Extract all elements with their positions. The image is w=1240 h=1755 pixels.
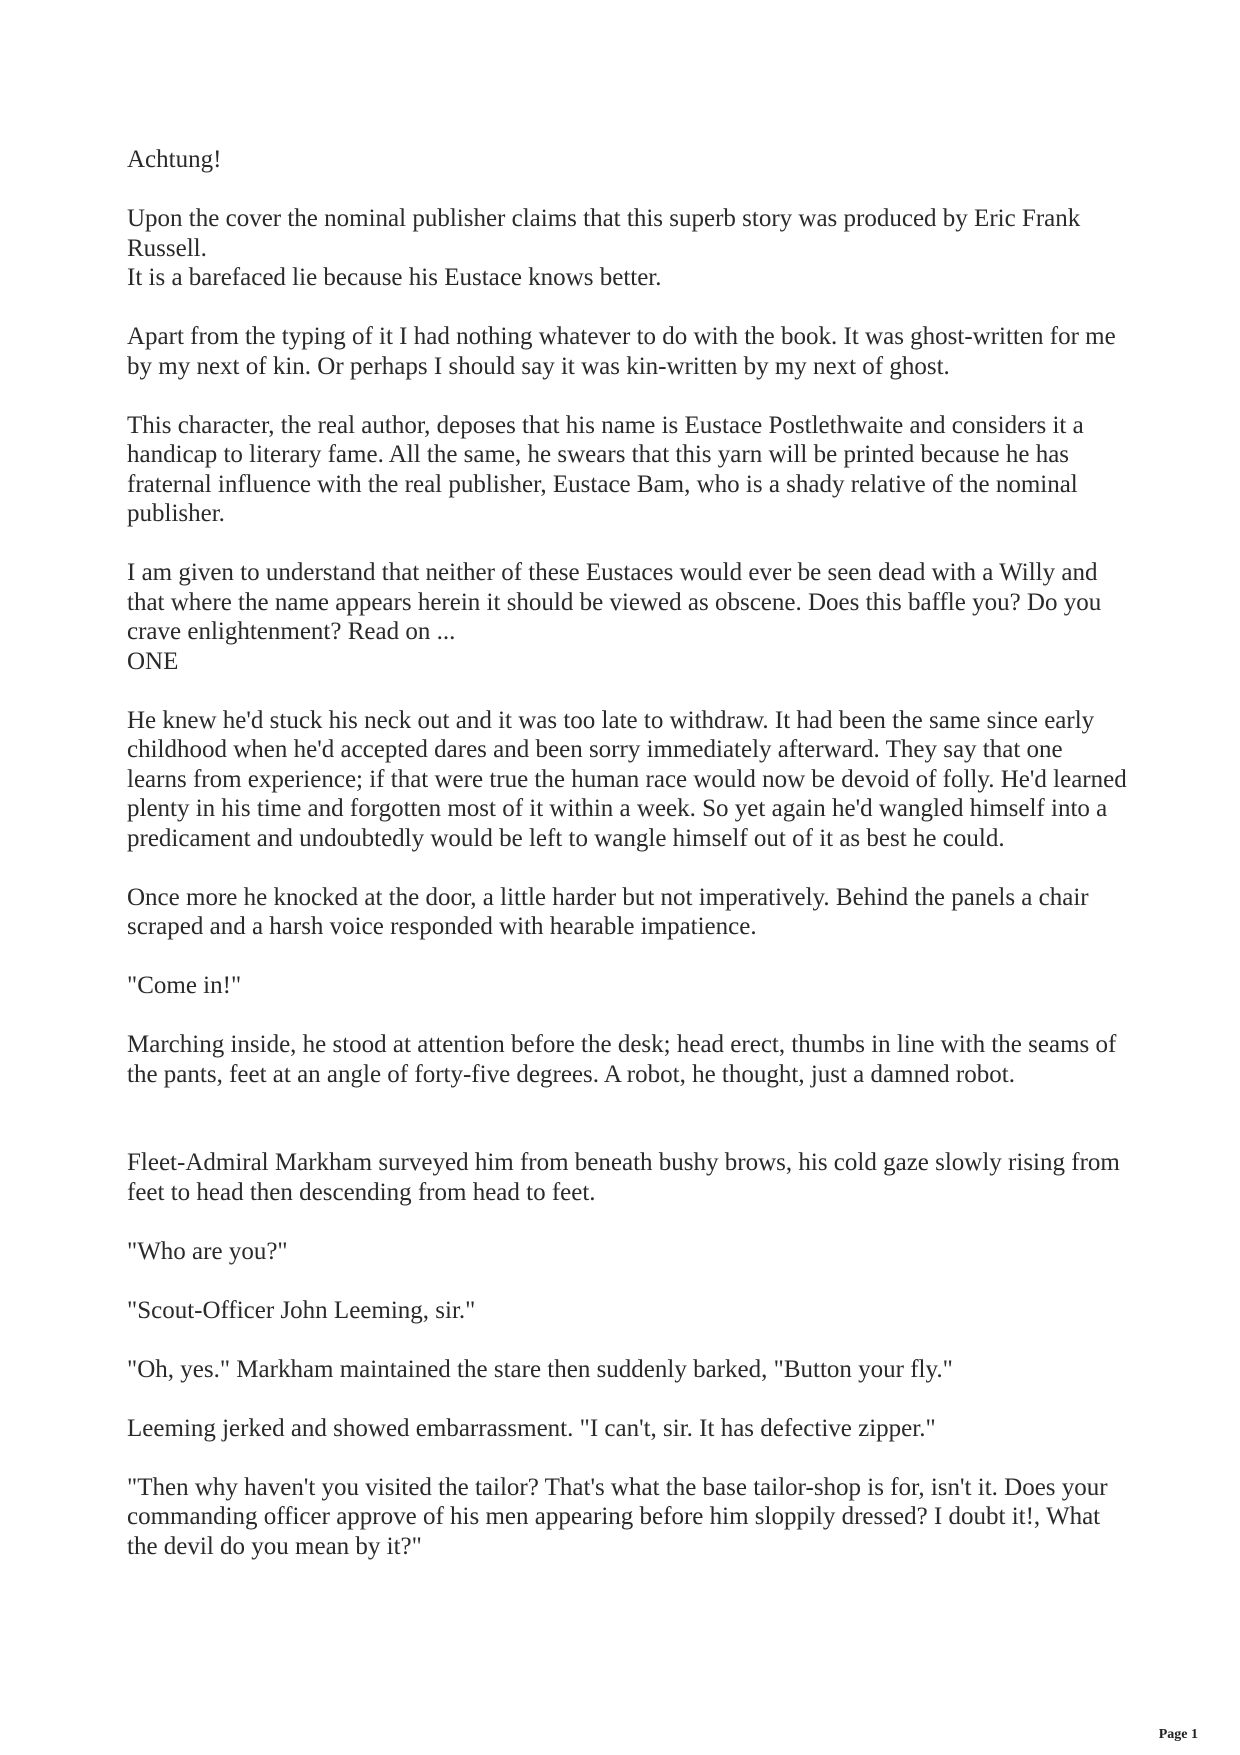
paragraph: It is a barefaced lie because his Eustace knows better. [127, 264, 662, 291]
paragraph: "Oh, yes." Markham maintained the stare then suddenly barked, "Button your fly." [127, 1355, 953, 1383]
paragraph: "Come in!" [127, 972, 242, 999]
heading-achtung: Achtung! [127, 146, 222, 173]
paragraph: "Scout-Officer John Leeming, sir." [127, 1296, 476, 1324]
paragraph: Upon the cover the nominal publisher claims that this superb story was produced by Eric Frank Russell. [127, 205, 1081, 262]
paragraph: Apart from the typing of it I had nothing whatever to do with the book. It was ghost-written for me by my next of kin. Or perhaps I should say it was kin-written by my next of ghost. [127, 323, 1116, 380]
paragraph: Marching inside, he stood at attention before the desk; head erect, thumbs in line with the seams of the pants, feet at an angle of forty-five degrees. A robot, he thought, just a damned robot. [127, 1031, 1117, 1088]
page-number: Page 1 [1158, 1727, 1198, 1742]
paragraph: He knew he'd stuck his neck out and it was too late to withdraw. It had been the same since early childhood when he'd accepted dares and been sorry immediately afterward. They say that one learns from experience; if that were true the human race would now be devoid of folly. He'd learned plenty in his time and forgotten most of it within a week. So yet again he'd wangled himself into a predicament and undoubtedly would be left to wangle himself out of it as best he could. [127, 706, 1127, 852]
paragraph: Fleet-Admiral Markham surveyed him from beneath bushy brows, his cold gaze slowly rising from feet to head then descending from head to feet. [127, 1149, 1120, 1206]
chapter-heading: ONE [127, 647, 179, 675]
paragraph: I am given to understand that neither of these Eustaces would ever be seen dead with a Willy and that where the name appears herein it should be viewed as obscene. Does this baffle you? Do you crave enlightenment? Read on ... [127, 559, 1102, 645]
paragraph: This character, the real author, deposes that his name is Eustace Postlethwaite and considers it a handicap to literary fame. All the same, he swears that this yarn will be printed because he has fraternal influence with the real publisher, Eustace Bam, who is a shady relative of the nominal publisher. [127, 411, 1084, 527]
paragraph: "Who are you?" [127, 1237, 288, 1265]
document-body [127, 145, 1127, 1561]
paragraph: "Then why haven't you visited the tailor? That's what the base tailor-shop is for, isn't it. Does your commanding officer approve of his men appearing before him sloppily dressed? I doubt it!, What the devil do you mean by it?" [127, 1473, 1108, 1560]
paragraph: Leeming jerked and showed embarrassment. "I can't, sir. It has defective zipper." [127, 1414, 936, 1442]
paragraph: Once more he knocked at the door, a little harder but not imperatively. Behind the panels a chair scraped and a harsh voice responded with hearable impatience. [127, 883, 1089, 940]
